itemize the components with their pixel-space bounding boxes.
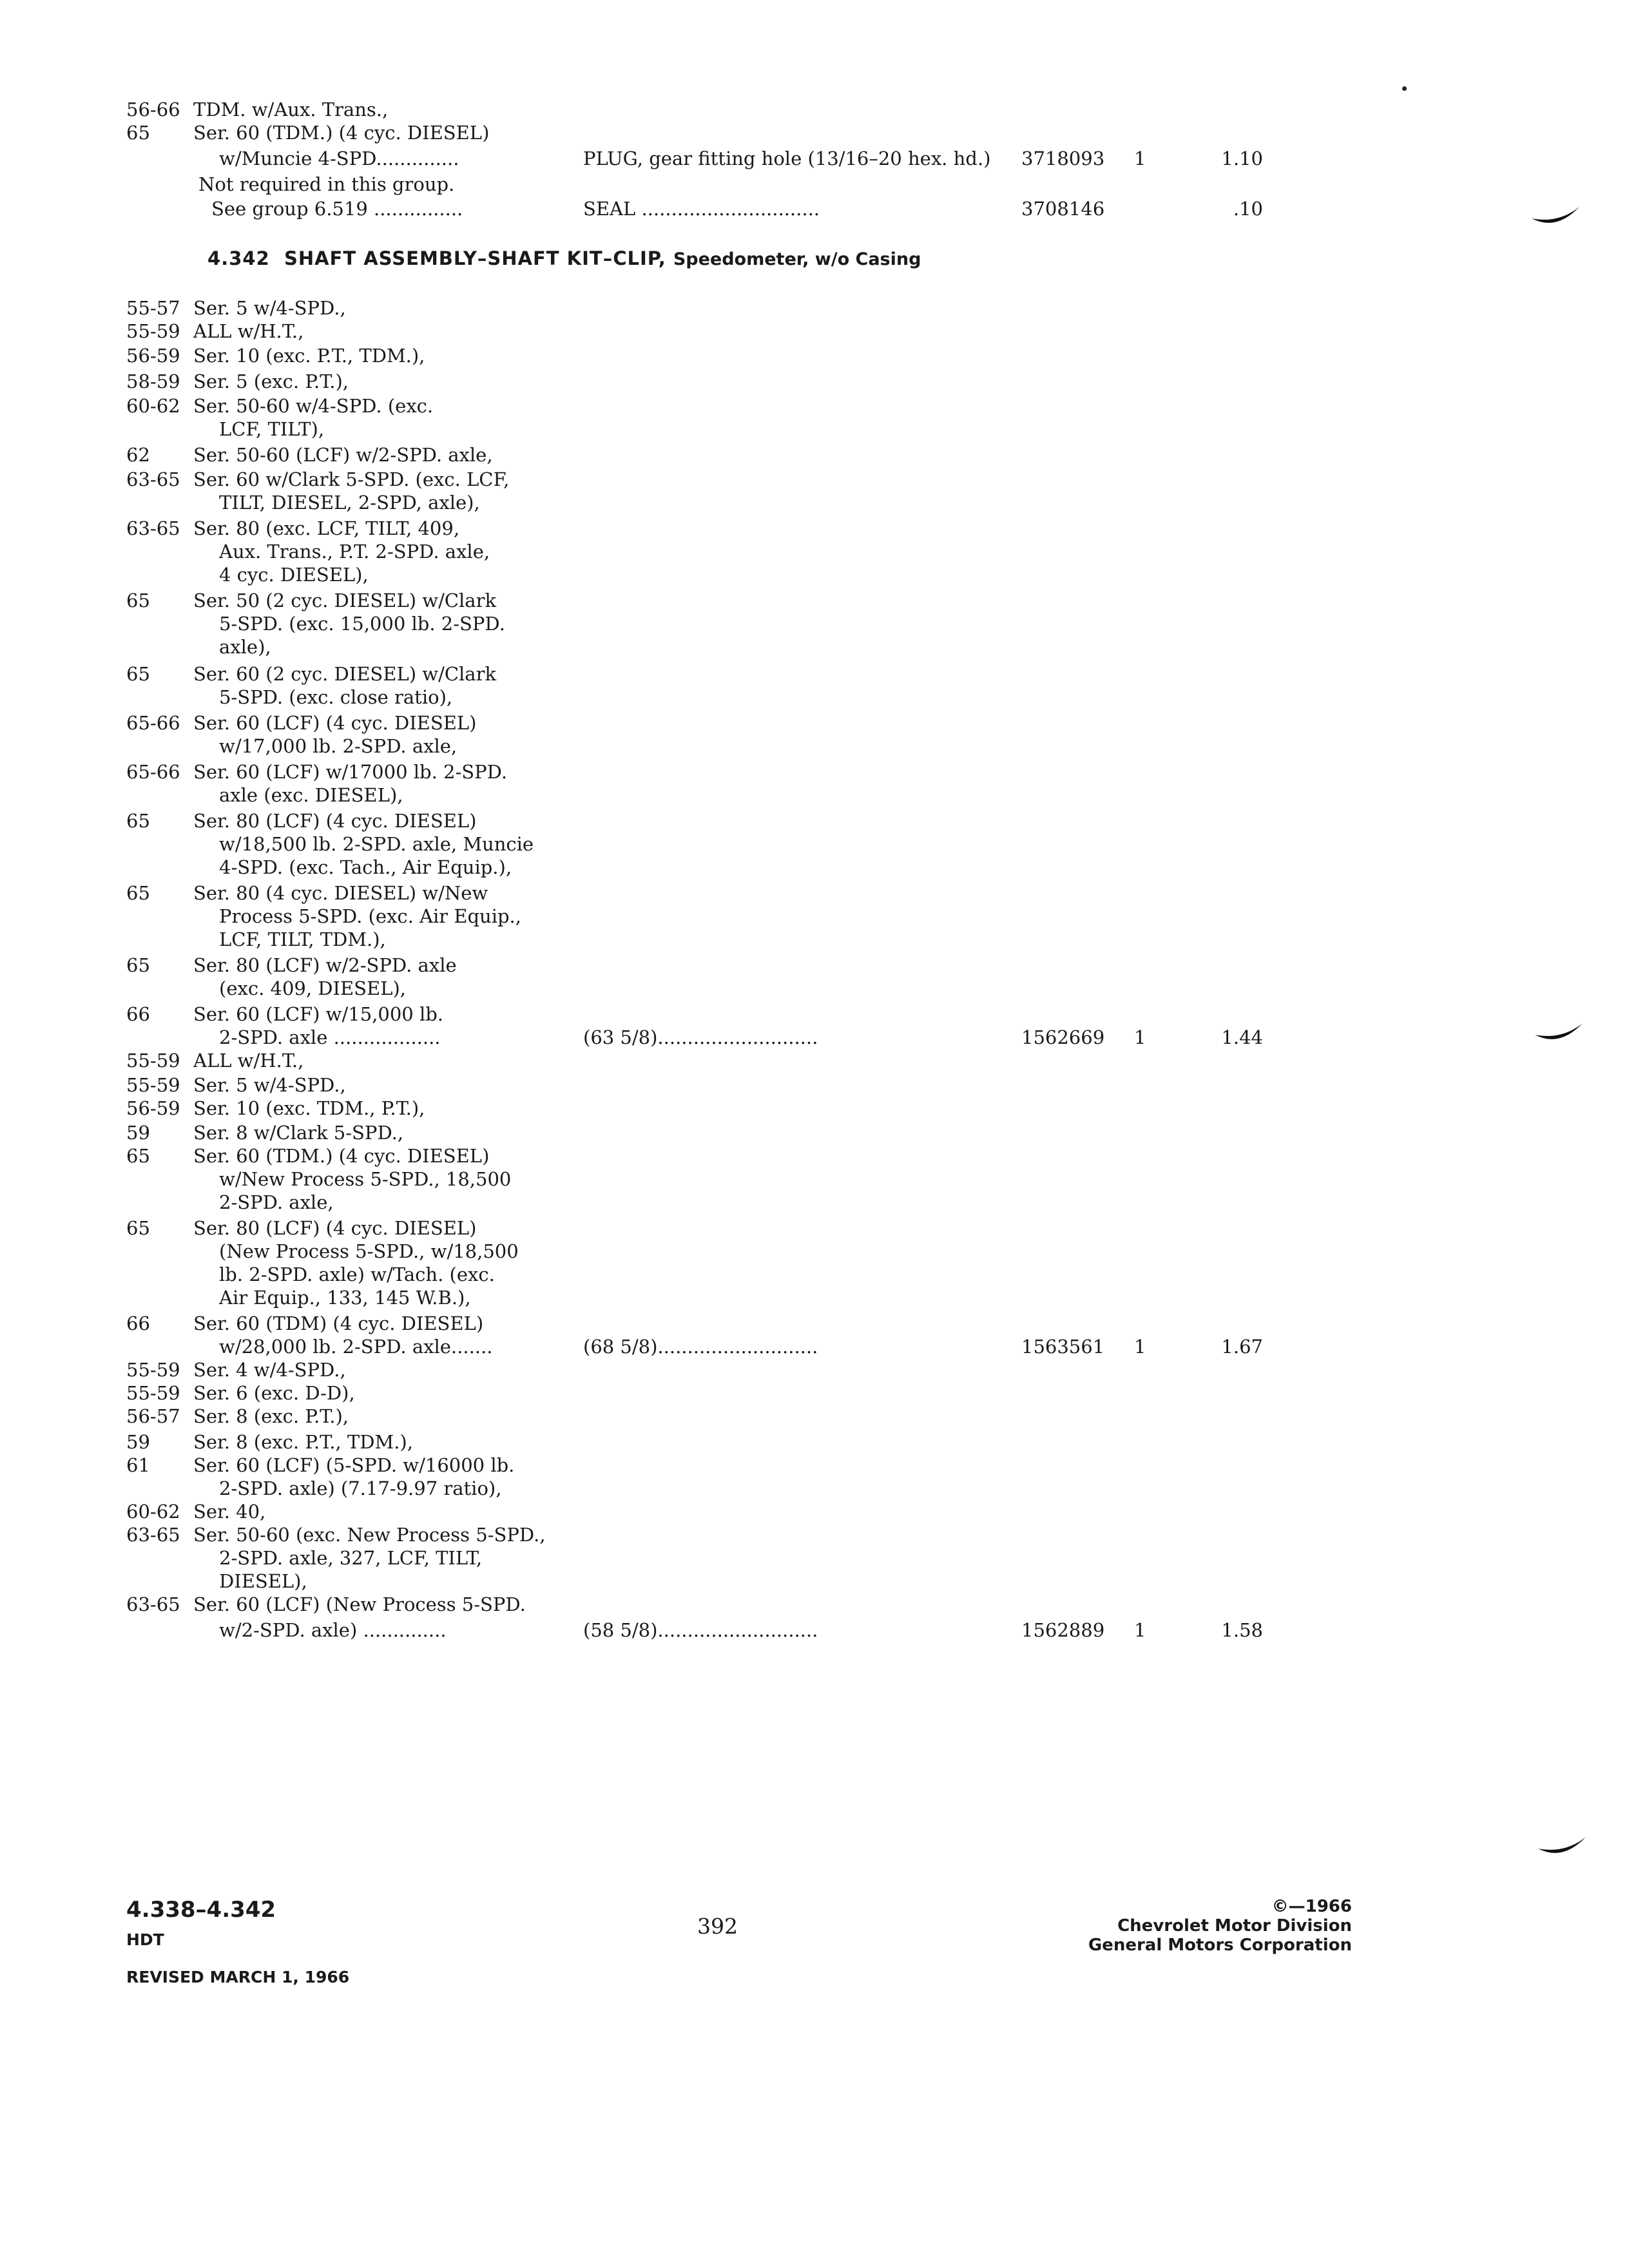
application-cell: Ser. 60 (LCF) (New Process 5-SPD. — [193, 1593, 526, 1615]
part-number-cell: 1563561 — [1021, 1336, 1105, 1358]
year-cell: 58-59 — [126, 370, 180, 392]
application-cell: Ser. 8 (exc. P.T.), — [193, 1405, 349, 1427]
application-cell: Ser. 60 (TDM) (4 cyc. DIESEL) — [193, 1312, 484, 1334]
year-cell: 65 — [126, 663, 150, 685]
application-cell: 2-SPD. axle, — [219, 1191, 334, 1213]
part-name-cell: (68 5/8)........................... — [583, 1336, 818, 1358]
application-cell: w/18,500 lb. 2-SPD. axle, Muncie — [219, 833, 534, 855]
year-cell: 63-65 — [126, 517, 180, 539]
application-cell: Ser. 60 (TDM.) (4 cyc. DIESEL) — [193, 1145, 490, 1167]
year-cell: 65 — [126, 590, 150, 611]
part-name-cell: (58 5/8)........................... — [583, 1619, 818, 1641]
application-cell: Ser. 8 w/Clark 5-SPD., — [193, 1122, 404, 1144]
price-cell: 1.44 — [1221, 1026, 1263, 1048]
application-cell: w/28,000 lb. 2-SPD. axle....... — [219, 1336, 493, 1358]
application-cell: w/Muncie 4-SPD.............. — [219, 148, 459, 169]
application-cell: Ser. 50-60 (exc. New Process 5-SPD., — [193, 1524, 546, 1546]
application-cell: Ser. 60 w/Clark 5-SPD. (exc. LCF, — [193, 468, 510, 490]
application-cell: Ser. 60 (LCF) w/15,000 lb. — [193, 1003, 444, 1025]
application-cell: Ser. 80 (LCF) (4 cyc. DIESEL) — [193, 1217, 477, 1239]
section-range: 4.338–4.342 — [126, 1897, 276, 1923]
application-cell: LCF, TILT, TDM.), — [219, 928, 386, 950]
price-cell: 1.58 — [1221, 1619, 1263, 1641]
year-cell: 55-59 — [126, 1382, 180, 1404]
section-subtitle: Speedometer, w/o Casing — [673, 249, 921, 269]
application-cell: Ser. 80 (LCF) (4 cyc. DIESEL) — [193, 810, 477, 832]
year-cell: 55-59 — [126, 1074, 180, 1096]
year-cell: 55-59 — [126, 1359, 180, 1381]
part-name-cell: SEAL .............................. — [583, 198, 820, 220]
year-cell: 59 — [126, 1431, 150, 1453]
application-cell: 5-SPD. (exc. 15,000 lb. 2-SPD. — [219, 613, 505, 635]
application-cell: Ser. 4 w/4-SPD., — [193, 1359, 346, 1381]
application-cell: 5-SPD. (exc. close ratio), — [219, 686, 453, 708]
year-cell: 66 — [126, 1003, 150, 1025]
year-cell: 63-65 — [126, 468, 180, 490]
quantity-cell: 1 — [1134, 1026, 1146, 1048]
price-cell: 1.10 — [1221, 148, 1263, 169]
section-number: 4.342 — [207, 247, 270, 269]
year-cell: 61 — [126, 1454, 150, 1476]
application-cell: w/2-SPD. axle) .............. — [219, 1619, 447, 1641]
application-cell: Ser. 60 (2 cyc. DIESEL) w/Clark — [193, 663, 497, 685]
application-cell: w/New Process 5-SPD., 18,500 — [219, 1168, 512, 1190]
application-cell: TDM. w/Aux. Trans., — [193, 99, 389, 120]
application-cell: Ser. 10 (exc. P.T., TDM.), — [193, 345, 425, 367]
section-heading — [207, 247, 921, 269]
application-cell: Process 5-SPD. (exc. Air Equip., — [219, 905, 521, 927]
year-cell: 55-59 — [126, 1050, 180, 1072]
section-title: SHAFT ASSEMBLY–SHAFT KIT–CLIP, — [284, 247, 666, 269]
note-text: Not required in this group. — [198, 173, 455, 195]
part-number-cell: 3708146 — [1021, 198, 1105, 220]
model-code: HDT — [126, 1930, 164, 1949]
year-cell: 55-59 — [126, 320, 180, 342]
note-text: See group 6.519 ............... — [211, 198, 463, 220]
year-cell: 65-66 — [126, 761, 180, 783]
application-cell: 2-SPD. axle, 327, LCF, TILT, — [219, 1547, 483, 1569]
year-cell: 66 — [126, 1312, 150, 1334]
year-cell: 65 — [126, 882, 150, 904]
application-cell: 2-SPD. axle .................. — [219, 1026, 441, 1048]
year-cell: 56-66 — [126, 99, 180, 120]
application-cell: Ser. 40, — [193, 1501, 266, 1523]
application-cell: (New Process 5-SPD., w/18,500 — [219, 1240, 519, 1262]
application-cell: Ser. 50-60 w/4-SPD. (exc. — [193, 395, 434, 417]
application-cell: w/17,000 lb. 2-SPD. axle, — [219, 735, 458, 757]
application-cell: (exc. 409, DIESEL), — [219, 977, 406, 999]
part-number-cell: 1562669 — [1021, 1026, 1105, 1048]
part-number-cell: 3718093 — [1021, 148, 1105, 169]
year-cell: 56-59 — [126, 1097, 180, 1119]
year-cell: 65 — [126, 1217, 150, 1239]
application-cell: lb. 2-SPD. axle) w/Tach. (exc. — [219, 1264, 495, 1285]
binder-hole-mark — [1534, 1019, 1585, 1045]
year-cell: 60-62 — [126, 1501, 180, 1523]
year-cell: 55-57 — [126, 297, 180, 319]
year-cell: 62 — [126, 444, 150, 466]
year-cell: 60-62 — [126, 395, 180, 417]
application-cell: 4 cyc. DIESEL), — [219, 564, 369, 586]
binder-hole-mark — [1530, 203, 1582, 229]
revised-date: REVISED MARCH 1, 1966 — [126, 1968, 350, 1986]
application-cell: Ser. 60 (TDM.) (4 cyc. DIESEL) — [193, 122, 490, 144]
quantity-cell: 1 — [1134, 148, 1146, 169]
application-cell: Ser. 60 (LCF) (5-SPD. w/16000 lb. — [193, 1454, 515, 1476]
application-cell: Ser. 80 (4 cyc. DIESEL) w/New — [193, 882, 488, 904]
year-cell: 65 — [126, 954, 150, 976]
application-cell: ALL w/H.T., — [193, 1050, 304, 1072]
application-cell: Ser. 6 (exc. D-D), — [193, 1382, 355, 1404]
part-number-cell: 1562889 — [1021, 1619, 1105, 1641]
application-cell: Aux. Trans., P.T. 2-SPD. axle, — [219, 541, 490, 562]
application-cell: ALL w/H.T., — [193, 320, 304, 342]
application-cell: Ser. 80 (exc. LCF, TILT, 409, — [193, 517, 460, 539]
scan-speck — [1402, 86, 1407, 91]
year-cell: 56-59 — [126, 345, 180, 367]
quantity-cell: 1 — [1134, 1619, 1146, 1641]
part-name-cell: (63 5/8)........................... — [583, 1026, 818, 1048]
application-cell: Ser. 80 (LCF) w/2-SPD. axle — [193, 954, 457, 976]
application-cell: TILT, DIESEL, 2-SPD, axle), — [219, 492, 480, 514]
price-cell: 1.67 — [1221, 1336, 1263, 1358]
year-cell: 65 — [126, 1145, 150, 1167]
year-cell: 65-66 — [126, 712, 180, 734]
application-cell: Air Equip., 133, 145 W.B.), — [219, 1287, 471, 1309]
year-cell: 63-65 — [126, 1593, 180, 1615]
application-cell: DIESEL), — [219, 1570, 307, 1592]
division-name: Chevrolet Motor Division — [1117, 1916, 1352, 1936]
year-cell: 59 — [126, 1122, 150, 1144]
year-cell: 63-65 — [126, 1524, 180, 1546]
application-cell: Ser. 5 w/4-SPD., — [193, 297, 346, 319]
application-cell: Ser. 5 (exc. P.T.), — [193, 370, 349, 392]
application-cell: Ser. 50-60 (LCF) w/2-SPD. axle, — [193, 444, 493, 466]
part-name-cell: PLUG, gear fitting hole (13/16–20 hex. hd.) — [583, 148, 991, 169]
application-cell: axle (exc. DIESEL), — [219, 784, 403, 806]
page-number: 392 — [697, 1914, 738, 1939]
year-cell: 56-57 — [126, 1405, 180, 1427]
year-cell: 65 — [126, 122, 150, 144]
application-cell: LCF, TILT), — [219, 418, 325, 440]
application-cell: Ser. 60 (LCF) (4 cyc. DIESEL) — [193, 712, 477, 734]
price-cell: .10 — [1233, 198, 1263, 220]
copyright: ©—1966 — [1271, 1897, 1352, 1916]
application-cell: Ser. 60 (LCF) w/17000 lb. 2-SPD. — [193, 761, 508, 783]
application-cell: Ser. 8 (exc. P.T., TDM.), — [193, 1431, 413, 1453]
quantity-cell: 1 — [1134, 1336, 1146, 1358]
binder-hole-mark — [1537, 1833, 1588, 1859]
application-cell: Ser. 10 (exc. TDM., P.T.), — [193, 1097, 425, 1119]
application-cell: 2-SPD. axle) (7.17-9.97 ratio), — [219, 1477, 502, 1499]
application-cell: axle), — [219, 636, 271, 658]
application-cell: Ser. 5 w/4-SPD., — [193, 1074, 346, 1096]
application-cell: 4-SPD. (exc. Tach., Air Equip.), — [219, 856, 512, 878]
application-cell: Ser. 50 (2 cyc. DIESEL) w/Clark — [193, 590, 497, 611]
year-cell: 65 — [126, 810, 150, 832]
corporation-name: General Motors Corporation — [1088, 1936, 1352, 1955]
